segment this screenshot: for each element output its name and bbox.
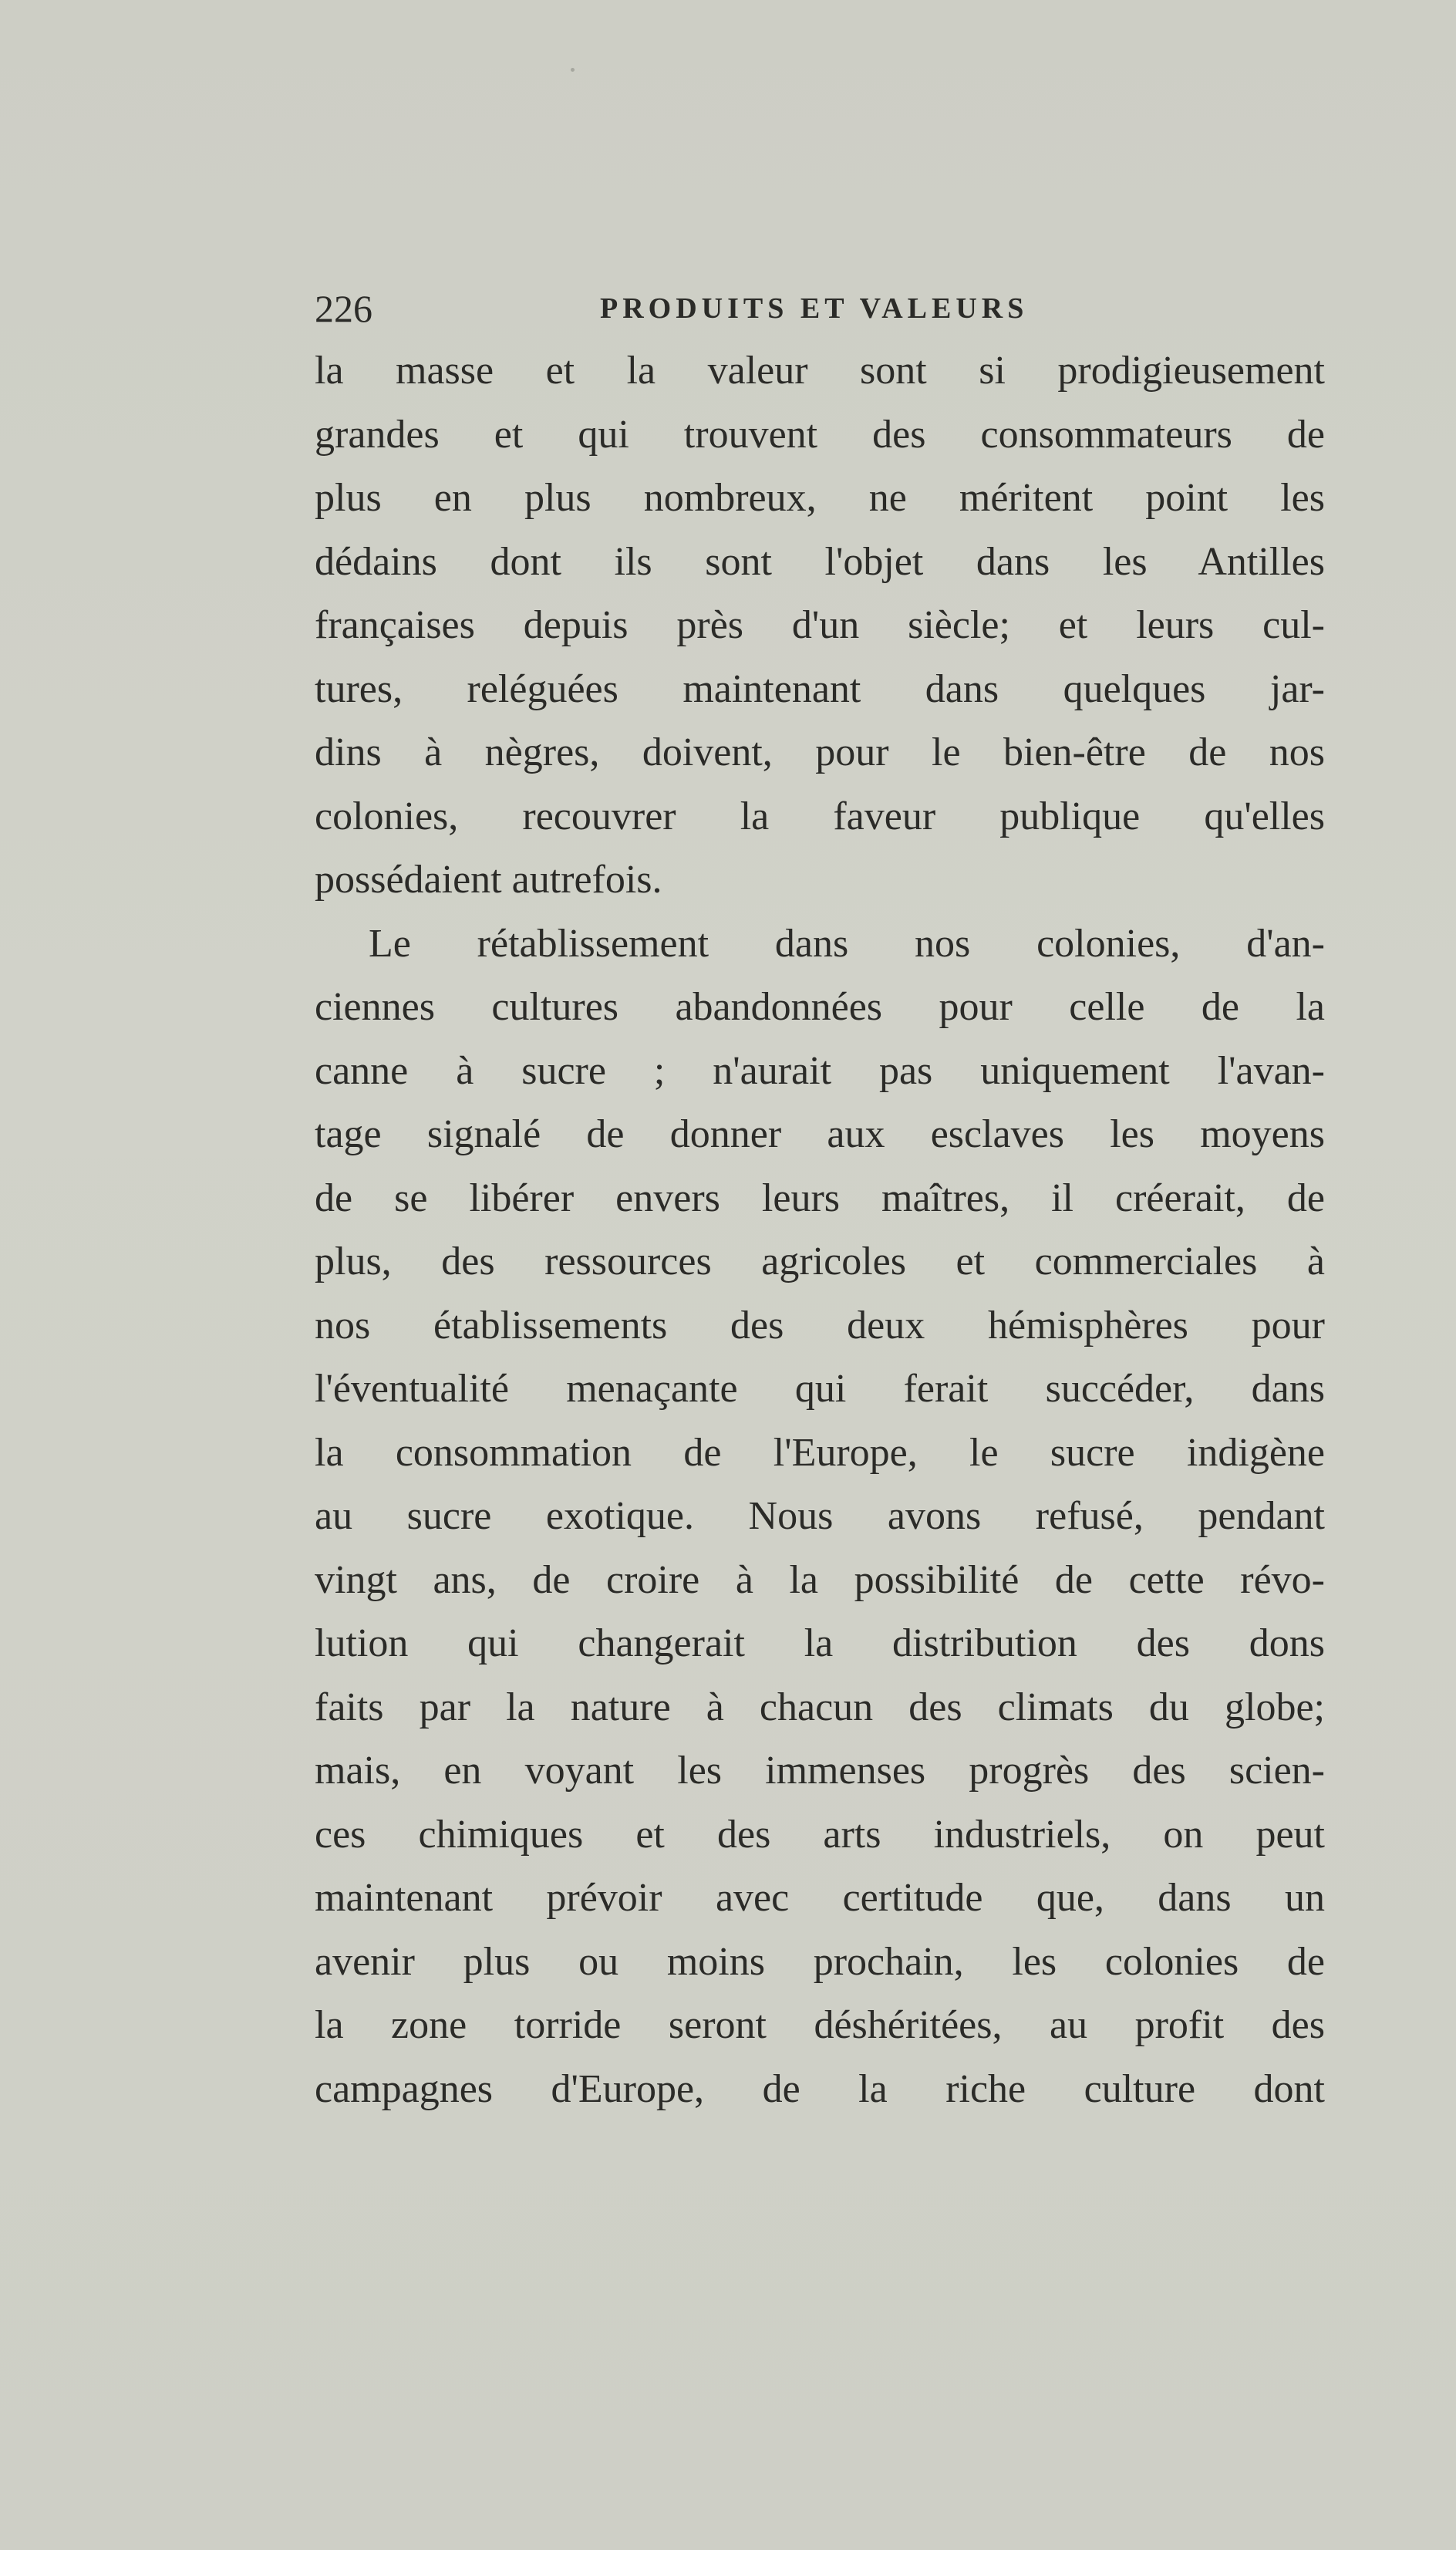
text-line: lution qui changerait la distribution des dons	[315, 1621, 1325, 1665]
text-line: colonies, recouvrer la faveur publique qu'elles	[315, 794, 1325, 838]
text-line: vingt ans, de croire à la possibilité de cette révo-	[315, 1557, 1325, 1602]
text-line: plus en plus nombreux, ne méritent point les	[315, 476, 1325, 520]
text-line: la masse et la valeur sont si prodigieusement	[315, 349, 1325, 393]
text-line: de se libérer envers leurs maîtres, il créerait, de	[315, 1175, 1325, 1220]
text-line: dédains dont ils sont l'objet dans les Antilles	[315, 539, 1325, 584]
text-line: canne à sucre ; n'aurait pas uniquement l'avan-	[315, 1048, 1325, 1093]
text-line: l'éventualité menaçante qui ferait succéder, dans	[315, 1367, 1325, 1411]
text-line: grandes et qui trouvent des consommateurs de	[315, 412, 1325, 457]
text-line: la consommation de l'Europe, le sucre indigène	[315, 1430, 1325, 1475]
running-head	[315, 278, 1325, 339]
paper-speck	[571, 68, 575, 72]
text-line: maintenant prévoir avec certitude que, dans un	[315, 1876, 1325, 1920]
text-line: tures, reléguées maintenant dans quelques jar-	[315, 666, 1325, 711]
text-line: ciennes cultures abandonnées pour celle de la	[315, 985, 1325, 1029]
text-line: mais, en voyant les immenses progrès des scien-	[315, 1749, 1325, 1793]
text-line: plus, des ressources agricoles et commerciales à	[315, 1240, 1325, 1283]
text-line: ces chimiques et des arts industriels, on peut	[315, 1812, 1325, 1857]
text-line: avenir plus ou moins prochain, les colonies de	[315, 1939, 1325, 1984]
text-block	[315, 278, 1325, 2121]
text-line: campagnes d'Europe, de la riche culture dont	[315, 2066, 1325, 2111]
text-line: nos établissements des deux hémisphères pour	[315, 1303, 1325, 1348]
text-line: la zone torride seront déshéritées, au profit des	[315, 2003, 1325, 2047]
text-line: tage signalé de donner aux esclaves les moyens	[315, 1112, 1325, 1156]
text-line: au sucre exotique. Nous avons refusé, pendant	[315, 1494, 1325, 1538]
paragraph-end-line: possédaient autrefois.	[315, 858, 662, 902]
paragraph-start-line: Le rétablissement dans nos colonies, d'an-	[369, 921, 1325, 966]
text-line: dins à nègres, doivent, pour le bien-être de nos	[315, 730, 1325, 774]
text-line: faits par la nature à chacun des climats du globe;	[315, 1685, 1325, 1729]
page-number: 226	[315, 287, 372, 330]
text-line: françaises depuis près d'un siècle; et leurs cul-	[315, 603, 1325, 647]
running-title: PRODUITS ET VALEURS	[600, 292, 1029, 325]
